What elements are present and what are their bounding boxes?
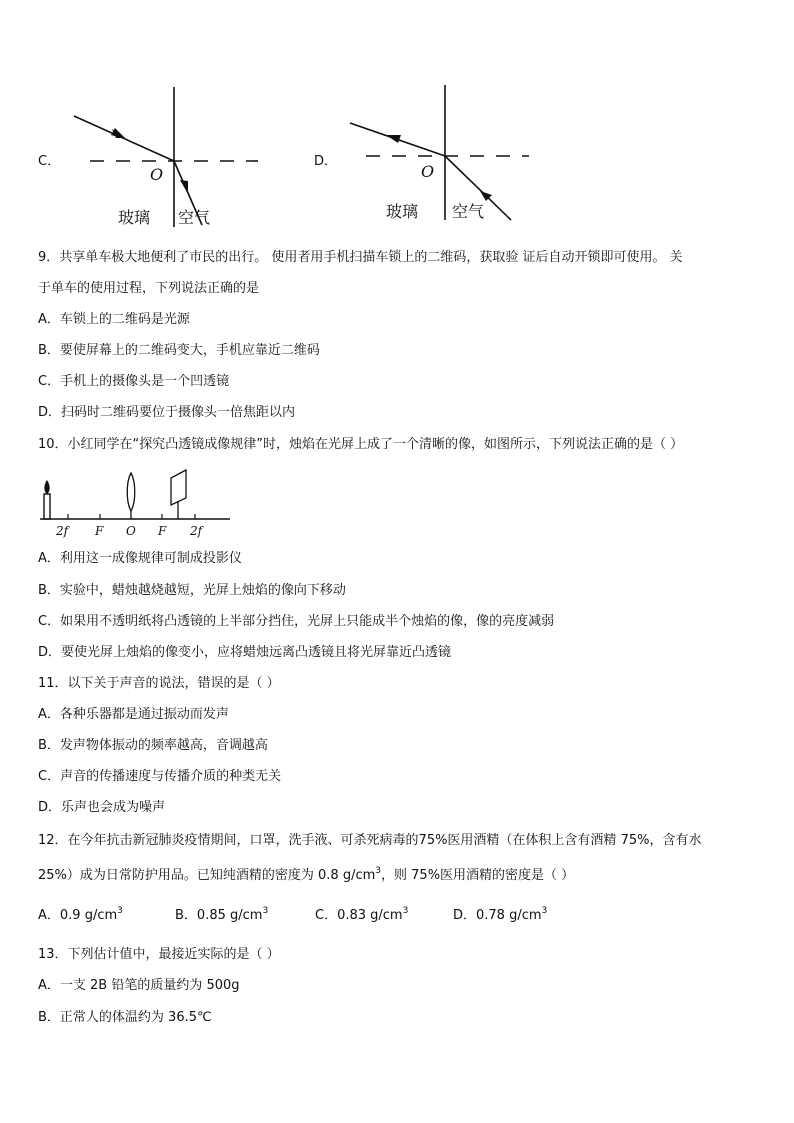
- label-2f-left: 2f: [56, 524, 69, 538]
- q10-option-b: B．实验中，蜡烛越烧越短，光屏上烛焰的像向下移动: [38, 583, 346, 598]
- q10-option-a: A．利用这一成像规律可制成投影仪: [38, 551, 242, 566]
- q13-stem: 13．下列估计值中，最接近实际的是（ ）: [38, 947, 280, 962]
- lens-experiment-figure: [38, 468, 233, 544]
- figure-option-d: [314, 85, 544, 230]
- option-c-label: C．: [38, 154, 61, 169]
- option-d-label: D．: [314, 154, 338, 169]
- convex-lens: [127, 473, 135, 511]
- q10-option-d: D．要使光屏上烛焰的像变小，应将蜡烛远离凸透镜且将光屏靠近凸透镜: [38, 645, 452, 660]
- candle-body: [44, 494, 50, 519]
- q12-option-d: D．0.78 $g/cm^3$: [453, 906, 548, 923]
- q11-option-c: C．声音的传播速度与传播介质的种类无关: [38, 769, 282, 784]
- optical-bench-diagram: [38, 468, 233, 528]
- q13-option-a: A．一支 2B 铅笔的质量约为 500g: [38, 978, 240, 993]
- medium-glass-label-d: 玻璃: [386, 202, 419, 221]
- q12-stem-unit-exponent: 3: [375, 866, 382, 876]
- q11-option-a: A．各种乐器都是通过振动而发声: [38, 707, 229, 722]
- refraction-diagram-d: [314, 85, 544, 230]
- figure-option-c: [38, 85, 278, 230]
- label-f-left: F: [95, 524, 104, 538]
- label-2f-right: 2f: [190, 524, 203, 538]
- q12-stem-line2-tail: ，则 75%医用酒精的密度是（ ）: [381, 868, 575, 883]
- q9-stem-line2: 于单车的使用过程，下列说法正确的是: [38, 281, 260, 296]
- q10-stem: 10．小红同学在“探究凸透镜成像规律”时，烛焰在光屏上成了一个清晰的像，如图所示，下列说法正确的是（ ）: [38, 437, 684, 452]
- label-f-right: F: [158, 524, 167, 538]
- incident-ray-c: [74, 116, 174, 161]
- q12-option-b: B．0.85 $g/cm^3$: [175, 906, 269, 923]
- q9-option-c: C．手机上的摄像头是一个凹透镜: [38, 374, 230, 389]
- point-o-label-d: O: [421, 162, 435, 181]
- q12-option-a: A．0.9 $g/cm^3$: [38, 906, 123, 923]
- refracted-arrowhead-d: [386, 135, 401, 143]
- q9-option-b: B．要使屏幕上的二维码变大，手机应靠近二维码: [38, 343, 320, 358]
- q10-option-c: C．如果用不透明纸将凸透镜的上半部分挡住，光屏上只能成半个烛焰的像，像的亮度减弱: [38, 614, 555, 629]
- medium-glass-label-c: 玻璃: [118, 208, 151, 227]
- q11-stem: 11．以下关于声音的说法，错误的是（ ）: [38, 676, 280, 691]
- light-screen: [171, 470, 186, 505]
- q12-stem-line2-text: 25%）成为日常防护用品。已知纯酒精的密度为 0.8 g/cm: [38, 868, 376, 883]
- q12-option-c: C．0.83 $g/cm^3$: [315, 906, 409, 923]
- q12-stem-line1: 12．在今年抗击新冠肺炎疫情期间，口罩，洗手液、可杀死病毒的75%医用酒精（在体积上含有酒精 75%，含有水: [38, 833, 702, 848]
- q9-option-d: D．扫码时二维码要位于摄像头一倍焦距以内: [38, 405, 296, 420]
- medium-air-label-d: 空气: [452, 202, 485, 221]
- q12-options-row: [38, 907, 638, 927]
- medium-air-label-c: 空气: [178, 208, 211, 227]
- q9-stem-line1: 9．共享单车极大地便利了市民的出行。 使用者用手机扫描车锁上的二维码，获取验 证后自动开锁即可使用。 关: [38, 250, 683, 265]
- q11-option-d: D．乐声也会成为噪声: [38, 800, 166, 815]
- q12-stem-line2: [38, 867, 574, 885]
- q11-option-b: B．发声物体振动的频率越高，音调越高: [38, 738, 268, 753]
- refraction-diagram-c: [38, 85, 278, 230]
- point-o-label-c: O: [150, 165, 164, 184]
- q9-option-a: A．车锁上的二维码是光源: [38, 312, 190, 327]
- label-o: O: [126, 524, 136, 538]
- refracted-arrowhead-c: [180, 180, 188, 194]
- q13-option-b: B．正常人的体温约为 36.5℃: [38, 1010, 212, 1025]
- candle-flame: [44, 480, 49, 494]
